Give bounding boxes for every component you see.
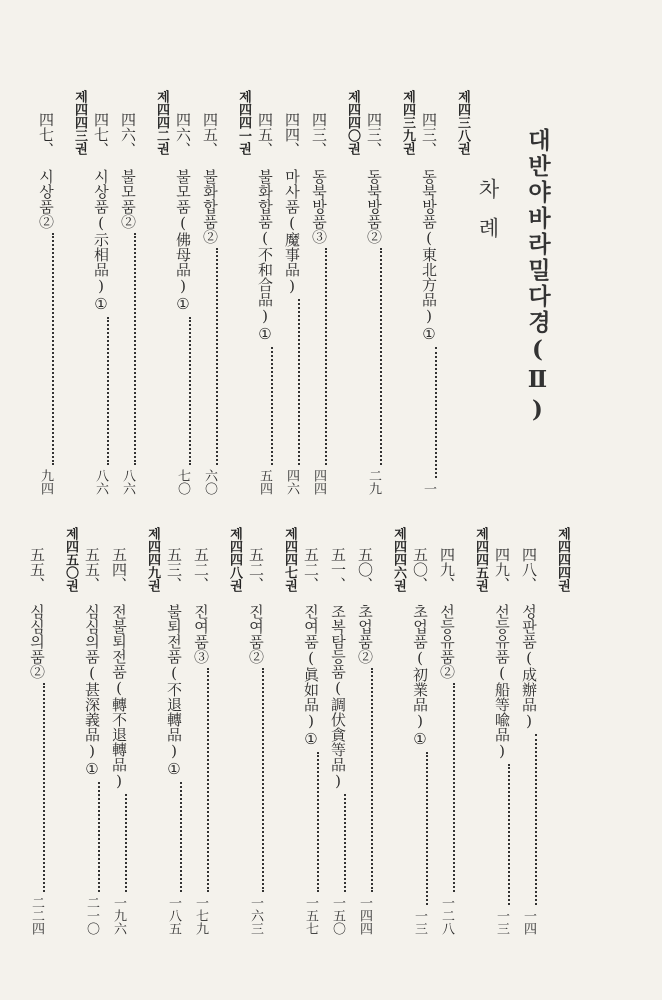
- toc-entry: [165, 547, 182, 935]
- page-number: 九四: [38, 469, 53, 495]
- chapter-number: 五二、: [247, 547, 265, 592]
- page-number: 一五〇: [330, 896, 345, 935]
- chapter-number: 四三、: [365, 112, 383, 157]
- page-number: 七〇: [175, 469, 190, 495]
- toc-entry: [201, 112, 218, 495]
- chapter-name: 전불퇴전품(轉不退轉品): [110, 604, 128, 790]
- volume-heading: 제四四一권: [236, 90, 251, 155]
- volume-heading: 제四三八권: [455, 90, 470, 155]
- page-number: 一八五: [166, 896, 181, 935]
- chapter-name: 불퇴전품(不退轉品)①: [165, 604, 183, 778]
- page-number: 一七九: [193, 896, 208, 935]
- chapter-name: 동북방품③: [310, 169, 328, 244]
- volume-heading: 제四四四권: [555, 527, 570, 592]
- volume-heading: 제四三九권: [400, 90, 415, 155]
- toc-entry: [365, 112, 382, 495]
- page-number: 一四: [521, 909, 536, 935]
- page-number: 五四: [257, 469, 272, 495]
- chapter-name: 진여품③: [192, 604, 210, 664]
- toc-entry: [493, 547, 510, 935]
- chapter-name: 성판품(成辦品): [520, 604, 538, 730]
- page-number: 一四四: [357, 896, 372, 935]
- chapter-name: 동북방품(東北方品)①: [420, 169, 438, 343]
- chapter-name: 불화합품(不和合品)①: [256, 169, 274, 343]
- dot-leader: [165, 782, 182, 892]
- book-title: 대반야바라밀다경(Ⅱ): [524, 128, 551, 426]
- page-number: 一九六: [111, 896, 126, 935]
- chapter-number: 四七、: [37, 112, 55, 157]
- dot-leader: [493, 764, 510, 905]
- toc-heading: 차례: [476, 178, 500, 256]
- page-number: 二一〇: [84, 896, 99, 935]
- chapter-number: 四七、: [92, 112, 110, 157]
- dot-leader: [192, 668, 209, 892]
- chapter-number: 四三、: [310, 112, 328, 157]
- dot-leader: [283, 299, 300, 465]
- toc-entry: [310, 112, 327, 495]
- chapter-name: 시상품②: [37, 169, 55, 229]
- dot-leader: [365, 248, 382, 465]
- dot-leader: [174, 317, 191, 465]
- dot-leader: [110, 794, 127, 892]
- page-number: 二二四: [29, 896, 44, 935]
- volume-heading: 제四五〇권: [63, 527, 78, 592]
- dot-leader: [83, 782, 100, 892]
- chapter-number: 五一、: [329, 547, 347, 592]
- page-number: 一五七: [303, 896, 318, 935]
- chapter-name: 심심의품(甚深義品)①: [83, 604, 101, 778]
- volume-heading: 제四四八권: [227, 527, 242, 592]
- toc-entry: [356, 547, 373, 935]
- volume-heading: 제四四五권: [473, 527, 488, 592]
- page-number: 二九: [366, 469, 381, 495]
- page-number: 八六: [120, 469, 135, 495]
- dot-leader: [411, 752, 428, 905]
- page-number: 八六: [93, 469, 108, 495]
- page-number: 一: [421, 482, 436, 495]
- chapter-name: 심심의품②: [28, 604, 46, 679]
- chapter-number: 四三、: [420, 112, 438, 157]
- dot-leader: [302, 752, 319, 892]
- chapter-number: 四五、: [201, 112, 219, 157]
- toc-entry: [174, 112, 191, 495]
- toc-entry: [37, 112, 54, 495]
- toc-entry: [520, 547, 537, 935]
- toc-entry: [411, 547, 428, 935]
- volume-heading: 제四四三권: [72, 90, 87, 155]
- toc-entry: [110, 547, 127, 935]
- page-number: 四四: [311, 469, 326, 495]
- volume-heading: 제四四六권: [391, 527, 406, 592]
- chapter-name: 진여품②: [247, 604, 265, 664]
- chapter-number: 五二、: [192, 547, 210, 592]
- chapter-number: 四六、: [174, 112, 192, 157]
- volume-heading: 제四四二권: [154, 90, 169, 155]
- chapter-number: 四五、: [256, 112, 274, 157]
- volume-heading: 제四四七권: [282, 527, 297, 592]
- chapter-number: 五五、: [83, 547, 101, 592]
- dot-leader: [92, 317, 109, 465]
- dot-leader: [119, 233, 136, 465]
- dot-leader: [438, 683, 455, 892]
- page-number: 一三: [494, 909, 509, 935]
- toc-entry: [420, 112, 437, 495]
- toc-entry: [192, 547, 209, 935]
- dot-leader: [356, 668, 373, 892]
- chapter-name: 시상품(示相品)①: [92, 169, 110, 313]
- dot-leader: [28, 683, 45, 892]
- dot-leader: [247, 668, 264, 892]
- chapter-number: 四六、: [119, 112, 137, 157]
- toc-entry: [302, 547, 319, 935]
- chapter-name: 마사품(魔事品): [283, 169, 301, 295]
- dot-leader: [420, 347, 437, 478]
- chapter-number: 五五、: [28, 547, 46, 592]
- chapter-name: 초업품②: [356, 604, 374, 664]
- volume-heading: 제四四〇권: [345, 90, 360, 155]
- chapter-number: 四八、: [520, 547, 538, 592]
- toc-entry: [329, 547, 346, 935]
- chapter-number: 五四、: [110, 547, 128, 592]
- dot-leader: [256, 347, 273, 465]
- chapter-name: 초업품(初業品)①: [411, 604, 429, 748]
- toc-entry: [28, 547, 45, 935]
- chapter-name: 불모품②: [119, 169, 137, 229]
- dot-leader: [520, 734, 537, 905]
- dot-leader: [201, 248, 218, 465]
- chapter-number: 五〇、: [356, 547, 374, 592]
- chapter-number: 四九、: [438, 547, 456, 592]
- toc-entry: [83, 547, 100, 935]
- dot-leader: [310, 248, 327, 465]
- chapter-name: 불모품(佛母品)①: [174, 169, 192, 313]
- chapter-number: 五〇、: [411, 547, 429, 592]
- toc-entry: [247, 547, 264, 935]
- page-number: 四六: [284, 469, 299, 495]
- chapter-name: 선등유품②: [438, 604, 456, 679]
- page-number: 六〇: [202, 469, 217, 495]
- chapter-number: 四九、: [493, 547, 511, 592]
- chapter-name: 조복탐등품(調伏貪等品): [329, 604, 347, 790]
- dot-leader: [37, 233, 54, 465]
- chapter-number: 五二、: [302, 547, 320, 592]
- toc-entry: [119, 112, 136, 495]
- chapter-name: 동북방품②: [365, 169, 383, 244]
- chapter-name: 불화합품②: [201, 169, 219, 244]
- page-number: 一六三: [248, 896, 263, 935]
- toc-entry: [256, 112, 273, 495]
- chapter-number: 四四、: [283, 112, 301, 157]
- chapter-name: 선등유품(船等喩品): [493, 604, 511, 760]
- toc-entry: [438, 547, 455, 935]
- chapter-number: 五三、: [165, 547, 183, 592]
- toc-entry: [283, 112, 300, 495]
- chapter-name: 진여품(眞如品)①: [302, 604, 320, 748]
- page-number: 一三: [412, 909, 427, 935]
- page-number: 一二八: [439, 896, 454, 935]
- volume-heading: 제四四九권: [145, 527, 160, 592]
- dot-leader: [329, 794, 346, 892]
- toc-entry: [92, 112, 109, 495]
